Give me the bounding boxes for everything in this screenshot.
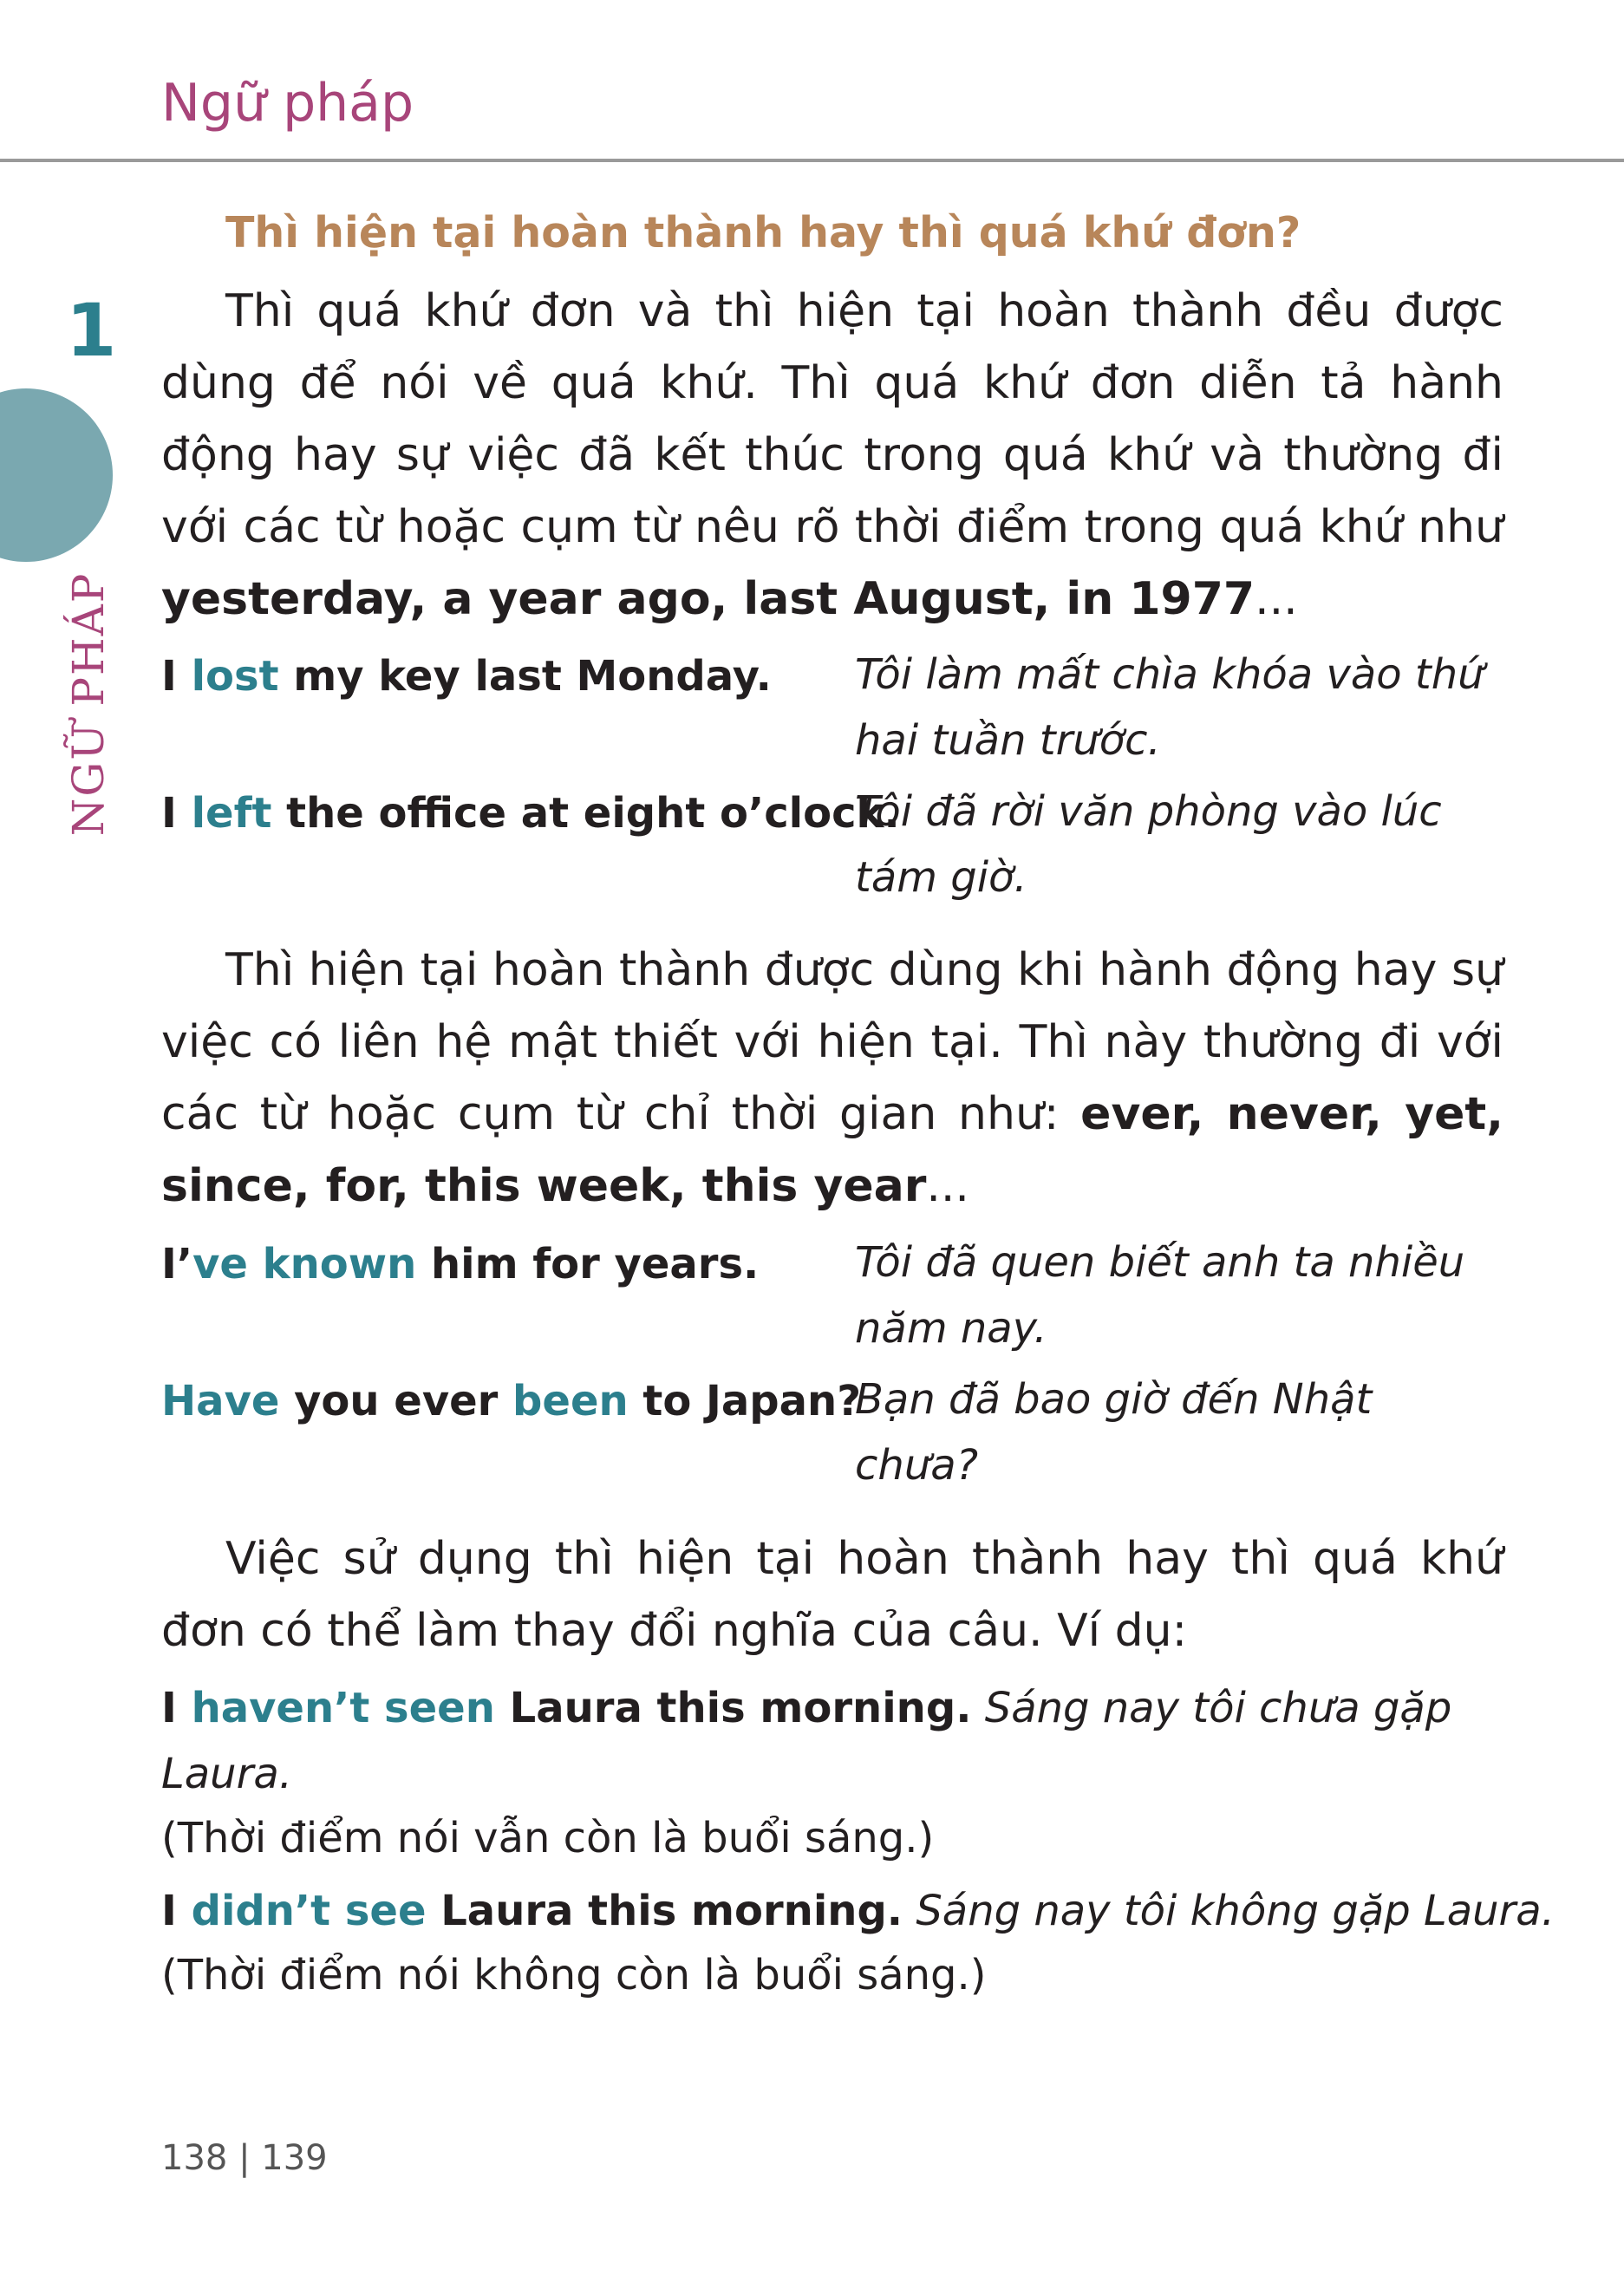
header-divider xyxy=(0,159,1624,162)
contrast-note-1: (Thời điểm nói vẫn còn là buổi sáng.) xyxy=(161,1814,935,1862)
paragraph-ellipsis: ... xyxy=(926,1160,969,1212)
example-translation: Tôi làm mất chìa khóa vào thứ hai tuần trước. xyxy=(855,650,1484,765)
paragraph-text: Thì hiện tại hoàn thành được dùng khi hành động hay sự việc có liên hệ mật thiết với hiện tại. Thì này thường đi với các từ hoặc cụm từ chỉ thời gian như: xyxy=(161,944,1503,1140)
paragraph-text: Việc sử dụng thì hiện tại hoàn thành hay thì quá khứ đơn có thể làm thay đổi nghĩa của câu. Ví dụ: xyxy=(161,1533,1503,1657)
example-translation: Tôi đã quen biết anh ta nhiều năm nay. xyxy=(855,1238,1465,1353)
example-translation: Bạn đã bao giờ đến Nhật chưa? xyxy=(855,1375,1373,1490)
example-translation: Tôi đã rời văn phòng vào lúc tám giờ. xyxy=(855,787,1442,902)
verb-highlight: ve known xyxy=(192,1240,417,1288)
chapter-number: 1 xyxy=(66,288,117,373)
example-english: I’ve known him for years. xyxy=(161,1240,760,1288)
paragraph-present-perfect xyxy=(161,935,1503,1223)
verb-highlight: Have xyxy=(161,1377,280,1425)
example-translation: Sáng nay tôi không gặp Laura. xyxy=(916,1887,1555,1935)
page-header-title: Ngữ pháp xyxy=(161,73,414,134)
example-translation: Laura. xyxy=(161,1750,292,1798)
paragraph-ellipsis: ... xyxy=(1255,573,1298,625)
chapter-tab-marker xyxy=(0,388,113,562)
contrast-example-1: I haven’t seen Laura this morning. Sáng nay tôi chưa gặp xyxy=(161,1684,1452,1732)
contrast-example-2: I didn’t see Laura this morning. Sáng nay tôi không gặp Laura. xyxy=(161,1887,1555,1935)
paragraph-meaning-change xyxy=(161,1523,1503,1667)
paragraph-simple-past xyxy=(161,276,1503,636)
verb-highlight: didn’t see xyxy=(191,1887,427,1935)
paragraph-text: Thì quá khứ đơn và thì hiện tại hoàn thành đều được dùng để nói về quá khứ. Thì quá khứ đơn diễn tả hành động hay sự việc đã kết thúc trong quá khứ và thường đi với các từ hoặc cụm từ nêu rõ thời điểm trong quá khứ như xyxy=(161,285,1503,553)
contrast-note-2: (Thời điểm nói không còn là buổi sáng.) xyxy=(161,1951,987,1999)
time-keywords: yesterday, a year ago, last August, in 1977 xyxy=(161,573,1256,625)
verb-highlight: left xyxy=(191,789,272,838)
example-english: Have you ever been to Japan? xyxy=(161,1377,862,1425)
example-translation: Sáng nay tôi chưa gặp xyxy=(984,1684,1452,1732)
verb-highlight: haven’t seen xyxy=(191,1684,495,1732)
section-title: Thì hiện tại hoàn thành hay thì quá khứ đơn? xyxy=(225,208,1301,258)
contrast-example-1-cont xyxy=(161,1750,292,1798)
chapter-side-label: NGỮ PHÁP xyxy=(63,571,114,837)
page-number: 138 | 139 xyxy=(161,2138,328,2178)
verb-highlight: lost xyxy=(191,652,279,701)
verb-highlight: been xyxy=(512,1377,629,1425)
example-english: I left the office at eight o’clock. xyxy=(161,789,900,838)
example-english: I lost my key last Monday. xyxy=(161,652,772,701)
time-keywords: ever, never, yet, since, for, this week, this year xyxy=(161,1088,1503,1212)
